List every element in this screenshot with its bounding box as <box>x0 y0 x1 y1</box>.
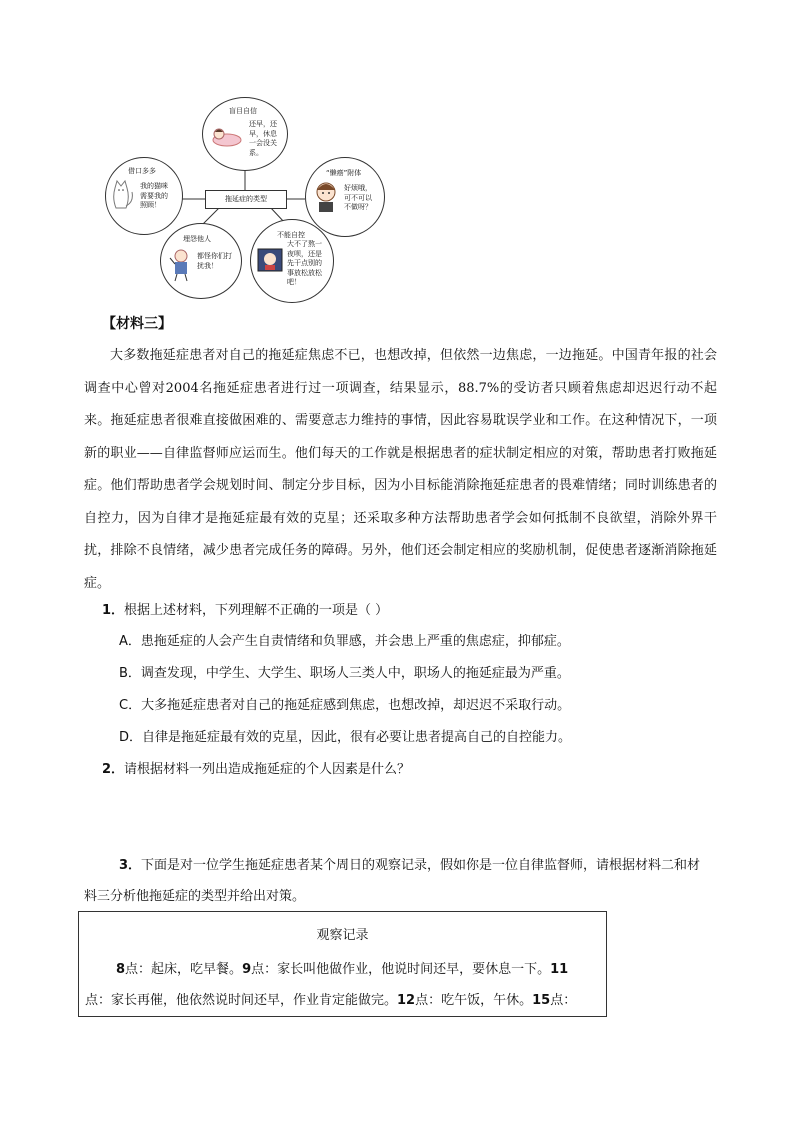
material-heading: 【材料三】 <box>102 316 172 332</box>
question-text: 根据上述材料，下列理解不正确的一项是（ ） <box>124 603 389 618</box>
circle-text-line: 早，休息 <box>249 129 277 138</box>
circle-many-excuses <box>105 157 183 235</box>
circle-text-line: 夜呗，还是 <box>287 249 322 258</box>
circle-title: 盲目自信 <box>229 107 257 115</box>
record-hour: 8 <box>116 962 126 977</box>
record-entry: 点： <box>550 993 577 1008</box>
diagram-center-label: 拖延症的类型 <box>205 190 287 209</box>
man-character-icon <box>169 248 193 282</box>
circle-title: 借口多多 <box>128 167 156 175</box>
circle-text-line: 还早，还 <box>249 120 277 128</box>
question-1-option-a <box>119 632 570 652</box>
record-entry: 点：起床，吃早餐。 <box>125 962 243 977</box>
option-text: 大多拖延症患者对自己的拖延症感到焦虑，也想改掉，却迟迟不采取行动。 <box>141 698 571 713</box>
circle-blaming-others <box>160 223 242 299</box>
circle-title: “懒癌”附体 <box>326 169 362 177</box>
sleeping-person-icon <box>211 126 243 148</box>
record-hour: 15 <box>532 993 551 1008</box>
record-hour: 11 <box>550 962 569 977</box>
circle-text-line: 事放松放松 <box>287 268 322 277</box>
record-entry: 点：吃午饭，午休。 <box>415 993 533 1008</box>
observation-record-title: 观察记录 <box>316 928 369 943</box>
observation-record-box <box>78 911 607 1017</box>
question-number: 2． <box>102 762 125 777</box>
circle-blind-confidence <box>202 97 288 171</box>
record-line-1 <box>116 958 568 977</box>
circle-text-line: 系。 <box>249 148 263 157</box>
procrastination-types-diagram <box>100 95 395 305</box>
material-paragraph: 大多数拖延症患者对自己的拖延症焦虑不已，也想改掉，但依然一边焦虑，一边拖延。中国青年报的社会调查中心曾对2004名拖延症患者进行过一项调查，结果显示，88.7%的受访者只顾着焦虑却迟迟行动不起来。拖延症患者很难直接做困难的、需要意志力维持的事情，因此容易耽误学业和工作。在这种情况下，一项新的职业——自律监督师应运而生。他们每天的工作就是根据患者的症状制定相应的对策，帮助患者打败拖延症。他们帮助患者学会规划时间、制定分步目标，因为小目标能消除拖延症患者的畏难情绪；同时训练患者的自控力，因为自律才是拖延症最有效的克星；还采取多种方法帮助患者学会如何抵制不良欲望，消除外界干扰，排除不良情绪，减少患者完成任务的障碍。另外，他们还会制定相应的奖励机制，促使患者逐渐消除拖延症。 <box>84 348 717 591</box>
question-text: 下面是对一位学生拖延症患者某个周日的观察记录，假如你是一位自律监督师，请根据材料二和材 <box>141 858 701 873</box>
question-number: 1． <box>102 603 125 618</box>
circle-text-line: 照顾！ <box>140 201 161 209</box>
question-1-option-c <box>119 696 570 716</box>
record-entry: 点：家长再催，他依然说时间还早，作业肯定能做完。 <box>85 993 398 1008</box>
circle-text-line: 都怪你们打 <box>197 252 232 260</box>
question-1 <box>102 601 388 621</box>
record-line-2 <box>85 989 576 1008</box>
circle-no-self-control <box>250 219 334 303</box>
circle-text-line: 吧！ <box>287 278 301 286</box>
circle-text-line: 可不可以 <box>344 193 372 202</box>
circle-text-line: 不做呀？ <box>344 203 372 211</box>
circle-text-line: 一会没关 <box>249 139 277 147</box>
circle-text-line: 扰我！ <box>197 261 218 270</box>
question-3-line-2: 料三分析他拖延症的类型并给出对策。 <box>84 889 306 904</box>
record-entry: 点：家长叫他做作业，他说时间还早，要休息一下。 <box>251 962 551 977</box>
option-text: 患拖延症的人会产生自责情绪和负罪感，并会患上严重的焦虑症，抑郁症。 <box>140 634 570 649</box>
option-label: C． <box>119 698 142 713</box>
record-hour: 12 <box>397 993 416 1008</box>
option-text: 调查发现，中学生、大学生、职场人三类人中，职场人的拖延症最为严重。 <box>140 666 570 681</box>
question-1-option-d <box>119 728 571 748</box>
question-2 <box>102 760 410 780</box>
option-label: A． <box>119 634 141 649</box>
option-text: 自律是拖延症最有效的克星，因此，很有必要让患者提高自己的自控能力。 <box>142 730 572 745</box>
circle-text-line: 需要我的 <box>140 191 168 200</box>
circle-laziness <box>305 157 385 237</box>
person-at-screen-icon <box>257 248 283 274</box>
circle-text-line: 大不了熬一 <box>287 240 322 248</box>
question-1-option-b <box>119 664 570 684</box>
circle-title: 埋怨他人 <box>183 235 211 243</box>
cat-icon <box>110 178 136 214</box>
circle-title: 不能自控 <box>277 231 305 239</box>
option-label: B． <box>119 666 141 681</box>
circle-text-line: 我的猫咪 <box>140 182 168 190</box>
question-3-line-1 <box>119 856 700 876</box>
question-text: 请根据材料一列出造成拖延症的个人因素是什么？ <box>124 762 411 777</box>
circle-text-line: 先干点别的 <box>287 259 322 267</box>
question-number: 3． <box>119 858 142 873</box>
circle-text-line: 好烦哦， <box>344 184 372 192</box>
girl-character-icon <box>312 180 340 214</box>
option-label: D． <box>119 730 143 745</box>
record-hour: 9 <box>242 962 252 977</box>
